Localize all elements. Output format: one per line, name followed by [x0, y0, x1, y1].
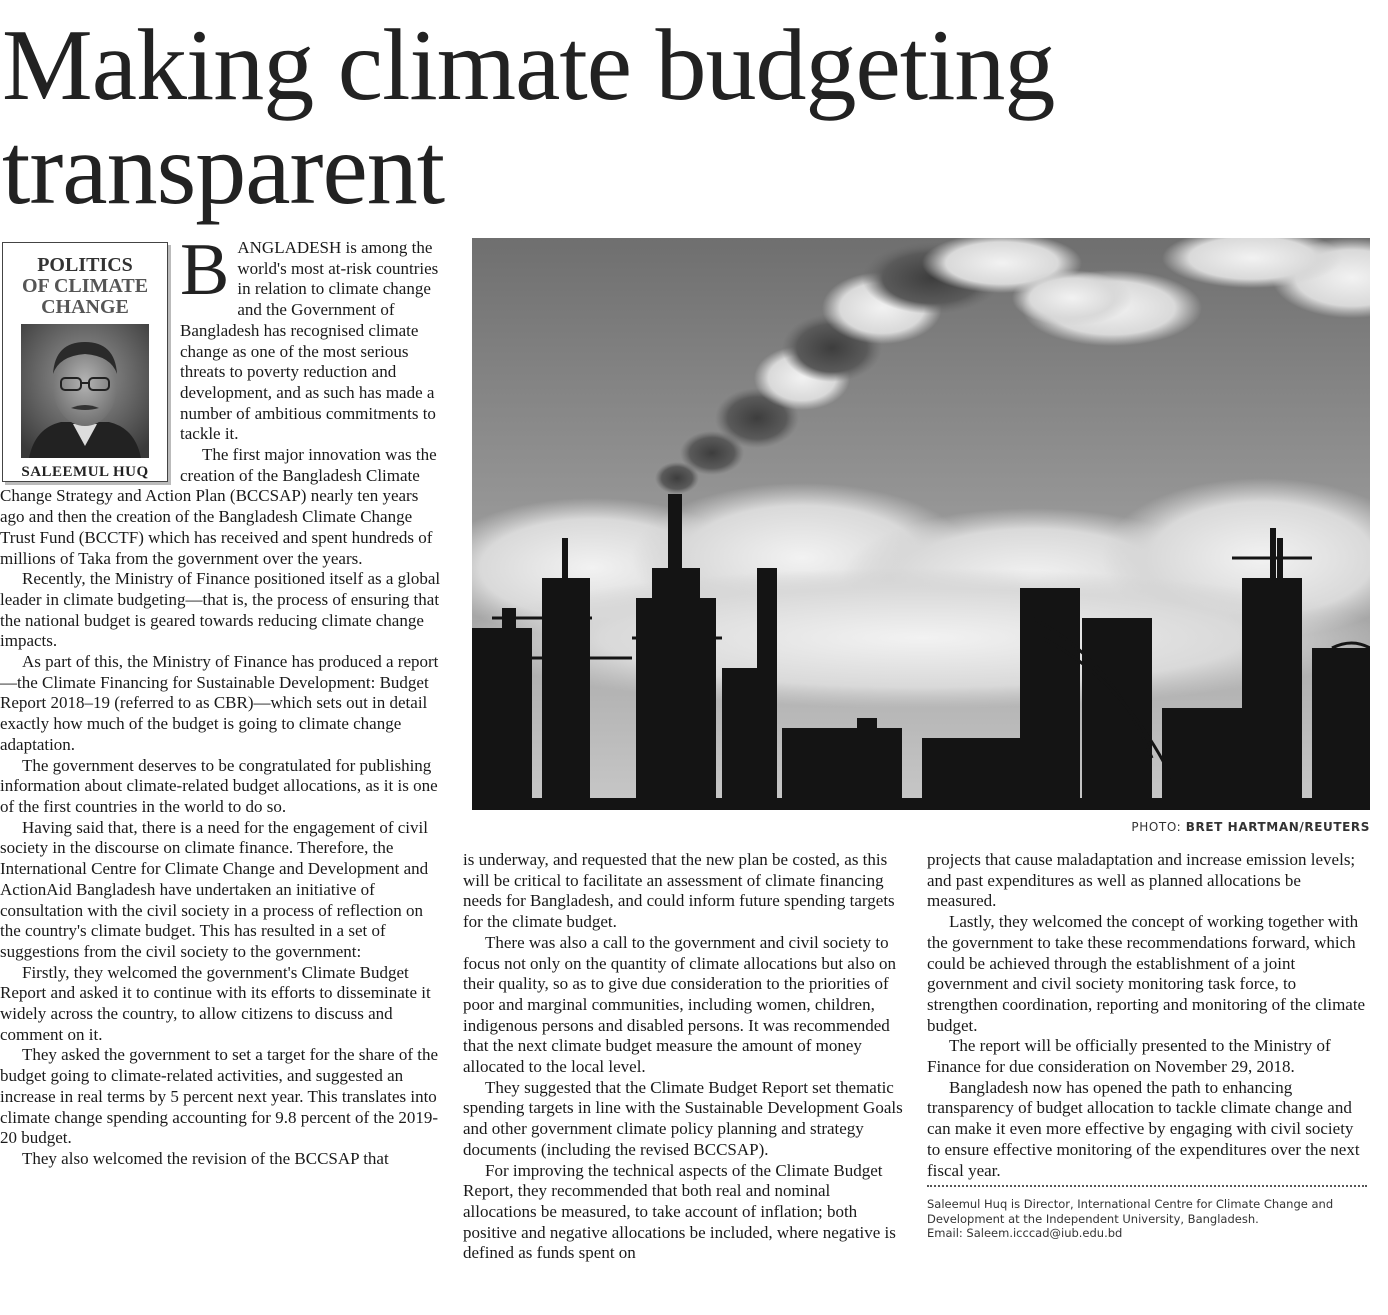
article-photo [472, 238, 1370, 810]
author-bio-email: Email: Saleem.icccad@iub.edu.bd [927, 1226, 1123, 1241]
series-line-3: CHANGE [41, 296, 129, 318]
article-column-3 [927, 850, 1367, 1241]
series-line-1: POLITICS [37, 254, 133, 276]
paragraph: They asked the government to set a target for the share of the budget going to climate-related activities, and suggested an increase in real terms by 5 percent next year. This translates into climate change spending accounting for 9.8 percent of the 2019-20 budget. [0, 1045, 439, 1148]
headline: Making climate budgeting transparent [2, 9, 1055, 226]
author-bio-line-2: Development at the Independent University, Bangladesh. [927, 1211, 1259, 1226]
paragraph-continued: is underway, and requested that the new plan be costed, as this will be critical to facilitate an assessment of climate financing needs for Bangladesh, and could inform future spending targets for the climate budget. [463, 850, 895, 932]
column-series-title [3, 255, 167, 318]
paragraph: They also welcomed the revision of the BCCSAP that [22, 1148, 389, 1168]
paragraph-continued: projects that cause maladaptation and increase emission levels; and past expenditures as well as planned allocations be measured. [927, 850, 1356, 911]
author-portrait [21, 324, 149, 458]
author-bio-line-1: Saleemul Huq is Director, International Centre for Climate Change and [927, 1197, 1334, 1212]
photo-credit-name: BRET HARTMAN/REUTERS [1185, 820, 1370, 834]
paragraph: The report will be officially presented to the Ministry of Finance for due consideration on November 29, 2018. [927, 1036, 1331, 1077]
drop-cap: B [180, 229, 230, 311]
paragraph: Recently, the Ministry of Finance positioned itself as a global leader in climate budgeting—that is, the process of ensuring that the national budget is geared towards reducing climate change impacts. [0, 569, 441, 651]
paragraph: Firstly, they welcomed the government's Climate Budget Report and asked it to continue with its efforts to disseminate it widely across the country, to allow citizens to discuss and comment on it. [0, 962, 431, 1044]
paragraph: The government deserves to be congratulated for publishing information about climate-related budget allocations, as it is one of the first countries in the world to do so. [0, 755, 438, 816]
paragraph: Bangladesh now has opened the path to enhancing transparency of budget allocation to tackle climate change and can make it even more effective by engaging with civil society to ensure effective monitoring of the expenditures over the next fiscal year. [927, 1077, 1360, 1180]
paragraph: They suggested that the Climate Budget Report set thematic spending targets in line with the Sustainable Development Goals and other government climate policy planning and strategy documents (including the revised BCCSAP). [463, 1077, 903, 1159]
series-line-2: OF CLIMATE [21, 275, 149, 297]
paragraph: Having said that, there is a need for the engagement of civil society in the discourse on climate finance. Therefore, the International Centre for Climate Change and Development and ActionAid Bangladesh have undertaken an initiative of consultation with the civil society in a process of reflection on the country's climate budget. This has resulted in a set of suggestions from the civil society to the government: [0, 817, 429, 961]
article-column-1 [0, 229, 442, 1170]
refinery-smoke-image [472, 238, 1370, 810]
article-column-2 [463, 850, 908, 1264]
paragraph-text: ANGLADESH is among the world's most at-risk countries in relation to climate change and the Government of Bangladesh has recognised climate change as one of the most serious threats to poverty reduction and development, and as such has made a number of ambitious commitments to tackle it. [180, 238, 439, 444]
photo-credit-prefix: PHOTO: [1131, 820, 1182, 834]
author-bio [927, 1185, 1367, 1241]
photo-credit [1131, 820, 1370, 834]
paragraph: For improving the technical aspects of the Climate Budget Report, they recommended that both real and nominal allocations be measured, to take account of inflation; both positive and negative allocations be included, where negative is defined as funds spent on [463, 1160, 896, 1263]
paragraph: There was also a call to the government and civil society to focus not only on the quantity of climate allocations but also on their quality, so as to give due consideration to the priorities of poor and marginal communities, including women, children, indigenous persons and disabled persons. It was recommended that the next climate budget measure the amount of money allocated to the local level. [463, 932, 896, 1077]
paragraph: As part of this, the Ministry of Finance has produced a report—the Climate Financing for Sustainable Development: Budget Report 2018–19 (referred to as CBR)—which sets out in detail exactly how much of the budget is going to climate change adaptation. [0, 652, 439, 754]
columnist-box [2, 242, 168, 482]
paragraph: The first major innovation was the creation of the Bangladesh Climate Change Strategy and Action Plan (BCCSAP) nearly ten years ago and then the creation of the Bangladesh Climate Change Trust Fund (BCCTF) which has received and spent hundreds of millions of Taka from the government over the years. [0, 445, 437, 568]
paragraph: Lastly, they welcomed the concept of working together with the government to take these recommendations forward, which could be achieved through the establishment of a joint government and civil society monitoring task force, to strengthen coordination, reporting and monitoring of the climate budget. [927, 912, 1366, 1035]
author-name: SALEEMUL HUQ [21, 464, 149, 480]
